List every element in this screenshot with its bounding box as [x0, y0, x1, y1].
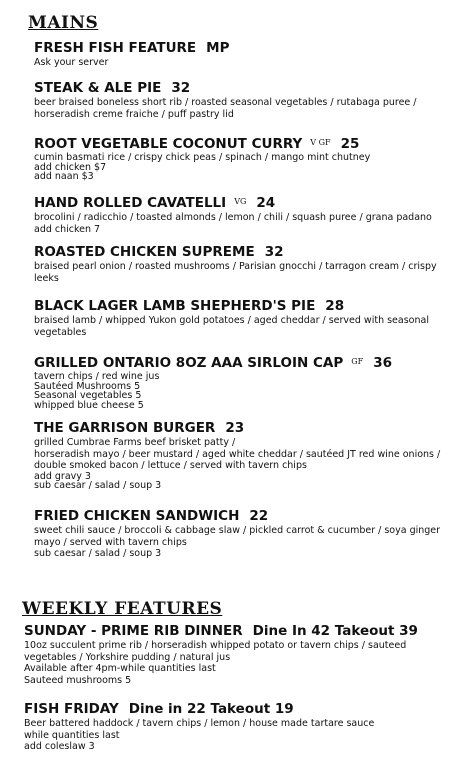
weekly-features-heading: WEEKLY FEATURES — [22, 599, 223, 619]
item-line: add gravy 3 — [34, 470, 91, 482]
menu-item — [24, 623, 454, 686]
item-price: 25 — [340, 136, 360, 152]
item-line: Sautéed Mushrooms 5 — [34, 380, 141, 392]
item-line: Sauteed mushrooms 5 — [24, 674, 132, 686]
item-line: beer braised boneless short rib / roasted seasonal vegetables / rutabaga puree / — [34, 97, 417, 108]
item-price: 28 — [325, 298, 345, 314]
item-line: add naan $3 — [34, 171, 94, 182]
menu-item — [34, 298, 464, 338]
item-line: Beer battered haddock / tavern chips / lemon / house made tartare sauce — [24, 718, 375, 729]
item-name: ROOT VEGETABLE COCONUT CURRY — [34, 136, 303, 152]
item-price: 32 — [171, 80, 191, 96]
item-line: Ask your server — [34, 57, 109, 68]
item-line: horseradish mayo / beer mustard / aged white cheddar / sautéed JT red wine onions / — [34, 448, 441, 460]
item-price: 24 — [256, 195, 276, 211]
menu-item — [34, 353, 464, 410]
item-line: sub caesar / salad / soup 3 — [34, 480, 162, 491]
item-line: leeks — [34, 272, 59, 284]
item-price: 22 — [249, 508, 269, 524]
item-price: Dine In 42 Takeout 39 — [252, 623, 418, 639]
item-price: 36 — [373, 355, 392, 371]
item-line: Available after 4pm-while quantities last — [24, 663, 216, 674]
item-price: MP — [206, 40, 230, 56]
item-name: BLACK LAGER LAMB SHEPHERD'S PIE — [34, 298, 316, 314]
item-line: add chicken $7 — [34, 161, 107, 173]
item-line: while quantities last — [24, 729, 120, 741]
menu-item — [34, 193, 464, 235]
item-name: FISH FRIDAY — [24, 701, 119, 717]
dietary-tag: GF — [351, 357, 364, 366]
item-line: vegetables / Yorkshire pudding / natural jus — [24, 651, 231, 663]
mains-heading: MAINS — [28, 13, 99, 33]
item-line: sub caesar / salad / soup 3 — [34, 548, 162, 559]
menu-item — [24, 701, 454, 753]
item-line: brocolini / radicchio / toasted almonds / lemon / chili / squash puree / grana padano — [34, 212, 432, 223]
menu-item — [34, 40, 464, 69]
item-price: Dine in 22 Takeout 19 — [128, 701, 294, 717]
item-line: vegetables — [34, 326, 87, 338]
menu-item — [34, 244, 464, 284]
item-line: add chicken 7 — [34, 223, 101, 235]
item-line: tavern chips / red wine jus — [34, 371, 160, 382]
item-line: mayo / served with tavern chips — [34, 536, 187, 548]
dietary-tag: V GF — [310, 138, 331, 147]
menu-item — [34, 134, 464, 182]
item-line: double smoked bacon / lettuce / served with tavern chips — [34, 460, 307, 471]
item-price: 23 — [225, 420, 245, 436]
item-name: STEAK & ALE PIE — [34, 80, 162, 96]
item-name: ROASTED CHICKEN SUPREME — [34, 244, 255, 260]
menu-item — [34, 80, 464, 120]
item-name: FRIED CHICKEN SANDWICH — [34, 508, 240, 524]
item-name: THE GARRISON BURGER — [34, 420, 216, 436]
item-name: FRESH FISH FEATURE — [34, 40, 197, 56]
item-line: braised lamb / whipped Yukon gold potatoes / aged cheddar / served with seasonal — [34, 315, 429, 326]
item-line: Seasonal vegetables 5 — [34, 390, 142, 401]
item-name: HAND ROLLED CAVATELLI — [34, 195, 227, 211]
menu-item — [34, 420, 464, 491]
item-line: sweet chili sauce / broccoli & cabbage slaw / pickled carrot & cucumber / soya ginger — [34, 525, 441, 536]
item-line: 10oz succulent prime rib / horseradish whipped potato or tavern chips / sauteed — [24, 640, 407, 651]
item-line: grilled Cumbrae Farms beef brisket patty / — [34, 437, 236, 448]
dietary-tag: VG — [234, 197, 247, 206]
item-line: horseradish creme fraiche / puff pastry lid — [34, 108, 234, 120]
item-line: cumin basmati rice / crispy chick peas / spinach / mango mint chutney — [34, 152, 371, 163]
item-price: 32 — [264, 244, 284, 260]
item-name: SUNDAY - PRIME RIB DINNER — [24, 623, 243, 639]
item-line: whipped blue cheese 5 — [34, 399, 144, 411]
item-name: GRILLED ONTARIO 8OZ AAA SIRLOIN CAP — [34, 355, 344, 371]
menu-item — [34, 508, 464, 560]
item-line: braised pearl onion / roasted mushrooms / Parisian gnocchi / tarragon cream / crispy — [34, 261, 437, 272]
item-line: add coleslaw 3 — [24, 741, 95, 752]
